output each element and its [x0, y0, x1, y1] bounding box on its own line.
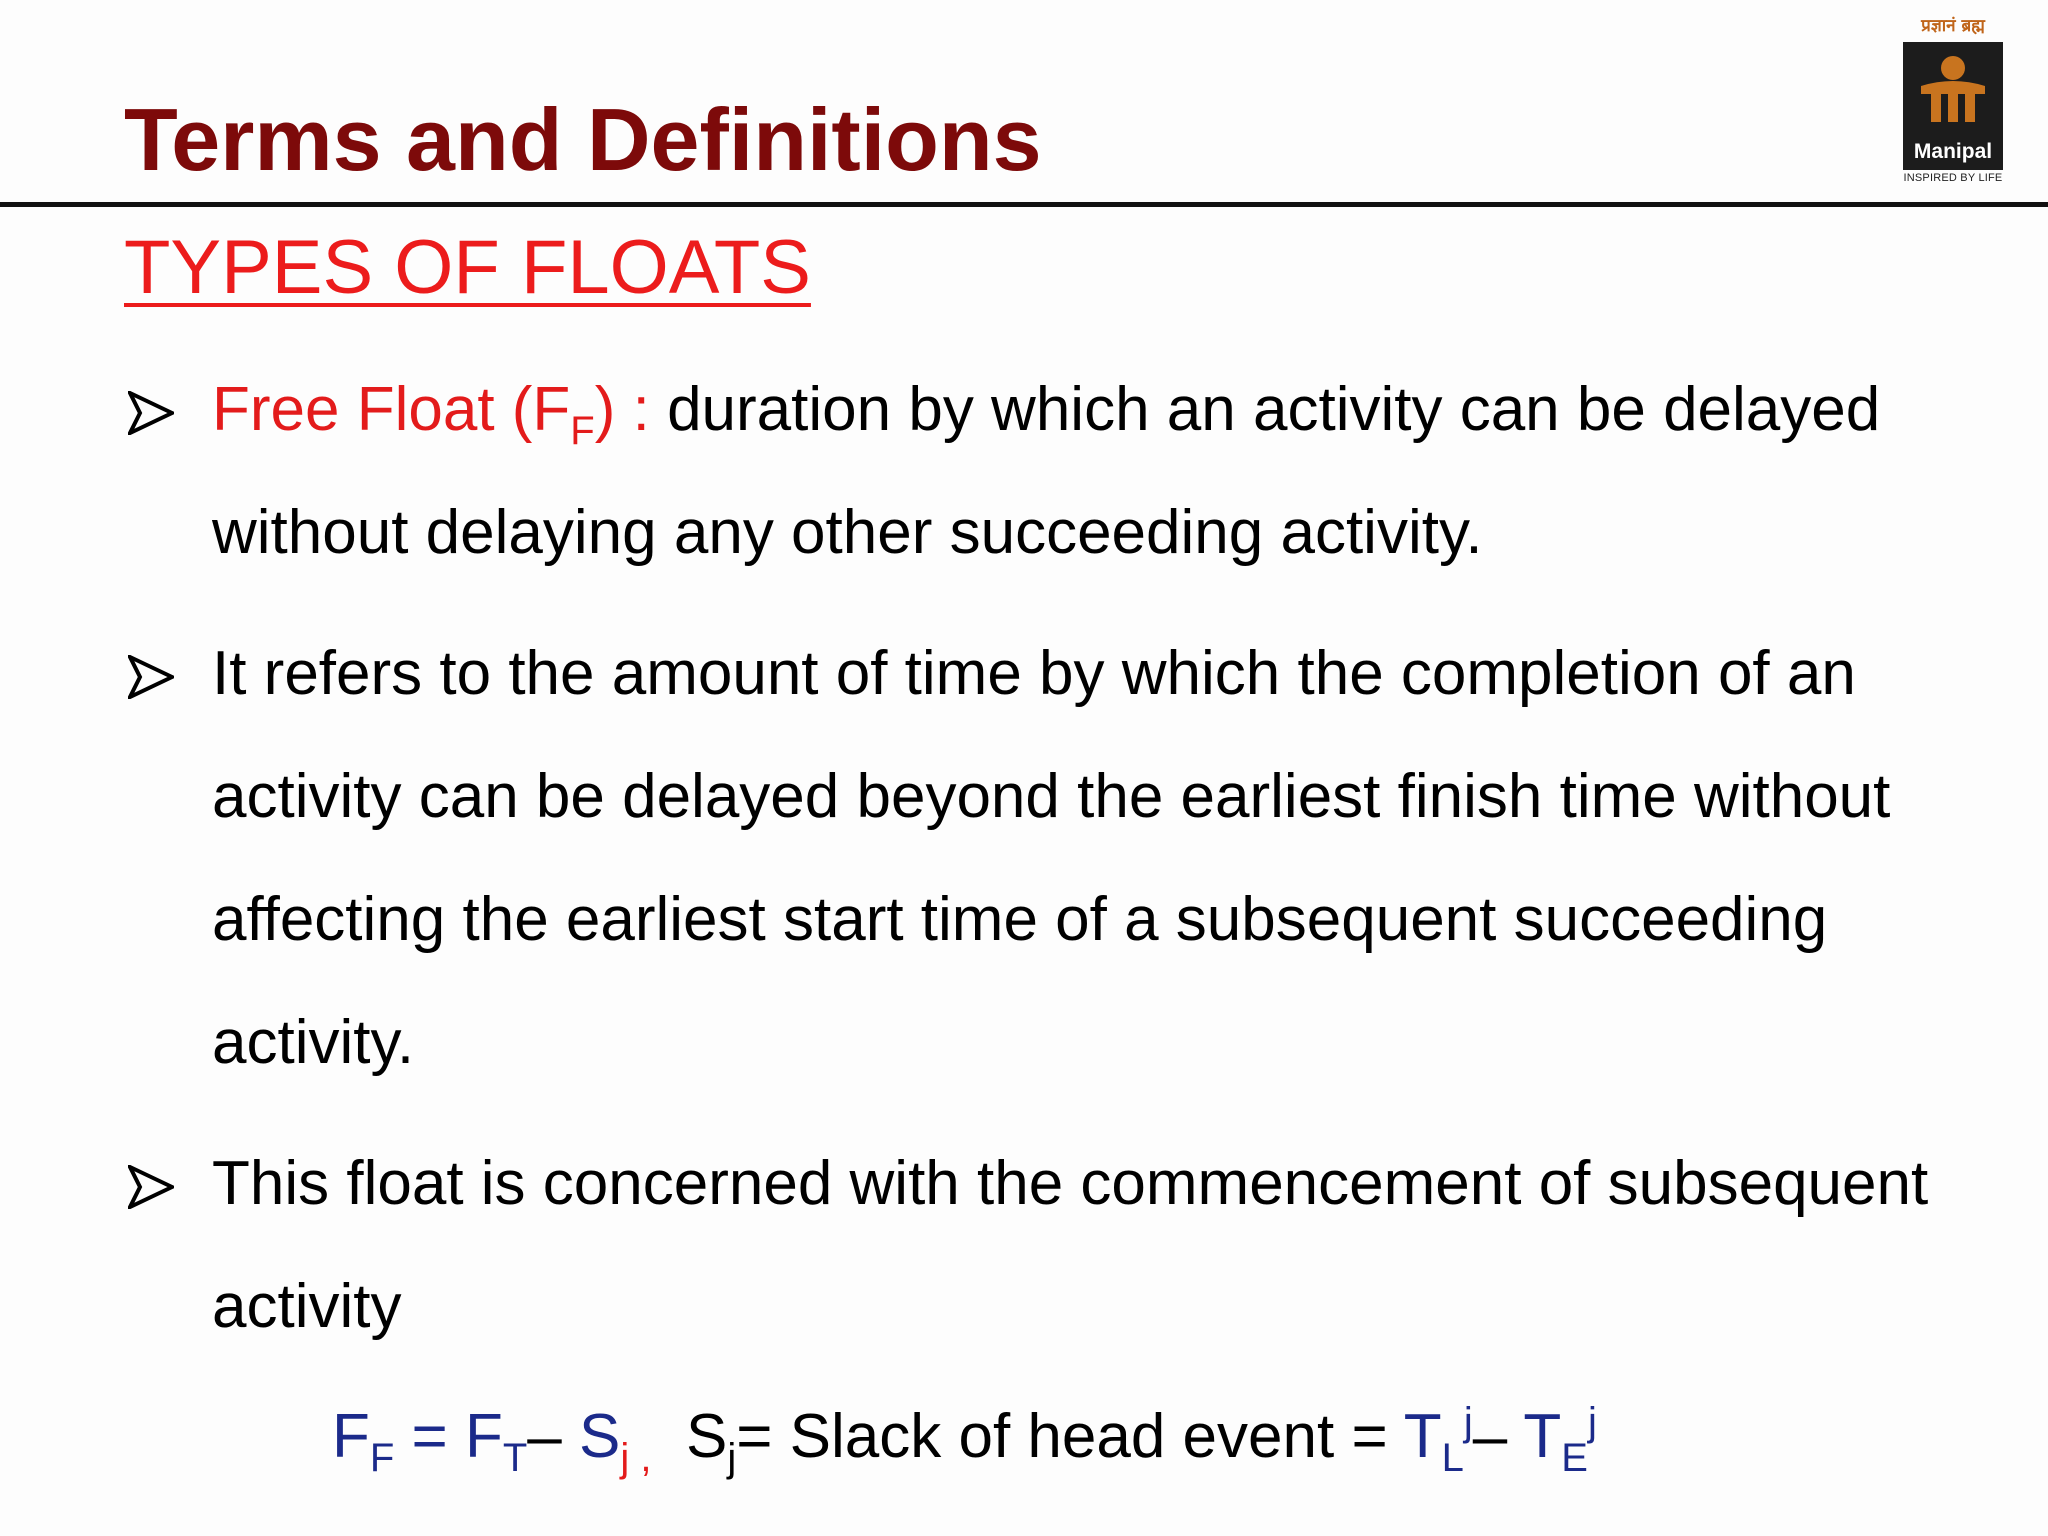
- logo-motto: प्रज्ञानं ब्रह्म: [1921, 16, 1985, 36]
- slide-title: Terms and Definitions: [124, 90, 1042, 189]
- title-divider: [0, 202, 2048, 207]
- section-subheading: TYPES OF FLOATS: [124, 225, 811, 310]
- bullet-completion-delay: [124, 612, 1964, 1104]
- free-float-term: Free Float $(F_F)$ :: [212, 375, 650, 453]
- bullet-list: [124, 348, 1964, 1386]
- bullet-text: This float is concerned with the commencement of subsequent activity: [212, 1149, 1929, 1341]
- bullet-free-float: [124, 348, 1964, 594]
- free-float-definition: duration by which an activity can be delayed without delaying any other succeeding activity.: [212, 375, 1881, 567]
- arrowhead-bullet-icon: [128, 1165, 174, 1209]
- logo-figure-icon: [1903, 42, 2003, 142]
- arrowhead-bullet-icon: [128, 391, 174, 435]
- bullet-commencement: [124, 1122, 1964, 1368]
- logo-tagline: INSPIRED BY LIFE: [1903, 172, 2003, 184]
- bullet-text: It refers to the amount of time by which the completion of an activity can be delayed beyond the earliest finish time without affecting the earliest start time of a subsequent succeeding activity.: [212, 639, 1891, 1077]
- arrowhead-bullet-icon: [128, 655, 174, 699]
- logo-name: Manipal: [1913, 140, 1993, 163]
- logo-emblem: [1903, 42, 2003, 170]
- manipal-logo: [1898, 14, 2008, 184]
- free-float-formula: $F_F = F_T-$ $S_{j ,}$ $S_j=$ Slack of head event = $T_L^j-$ $T_E^j$: [332, 1400, 1597, 1480]
